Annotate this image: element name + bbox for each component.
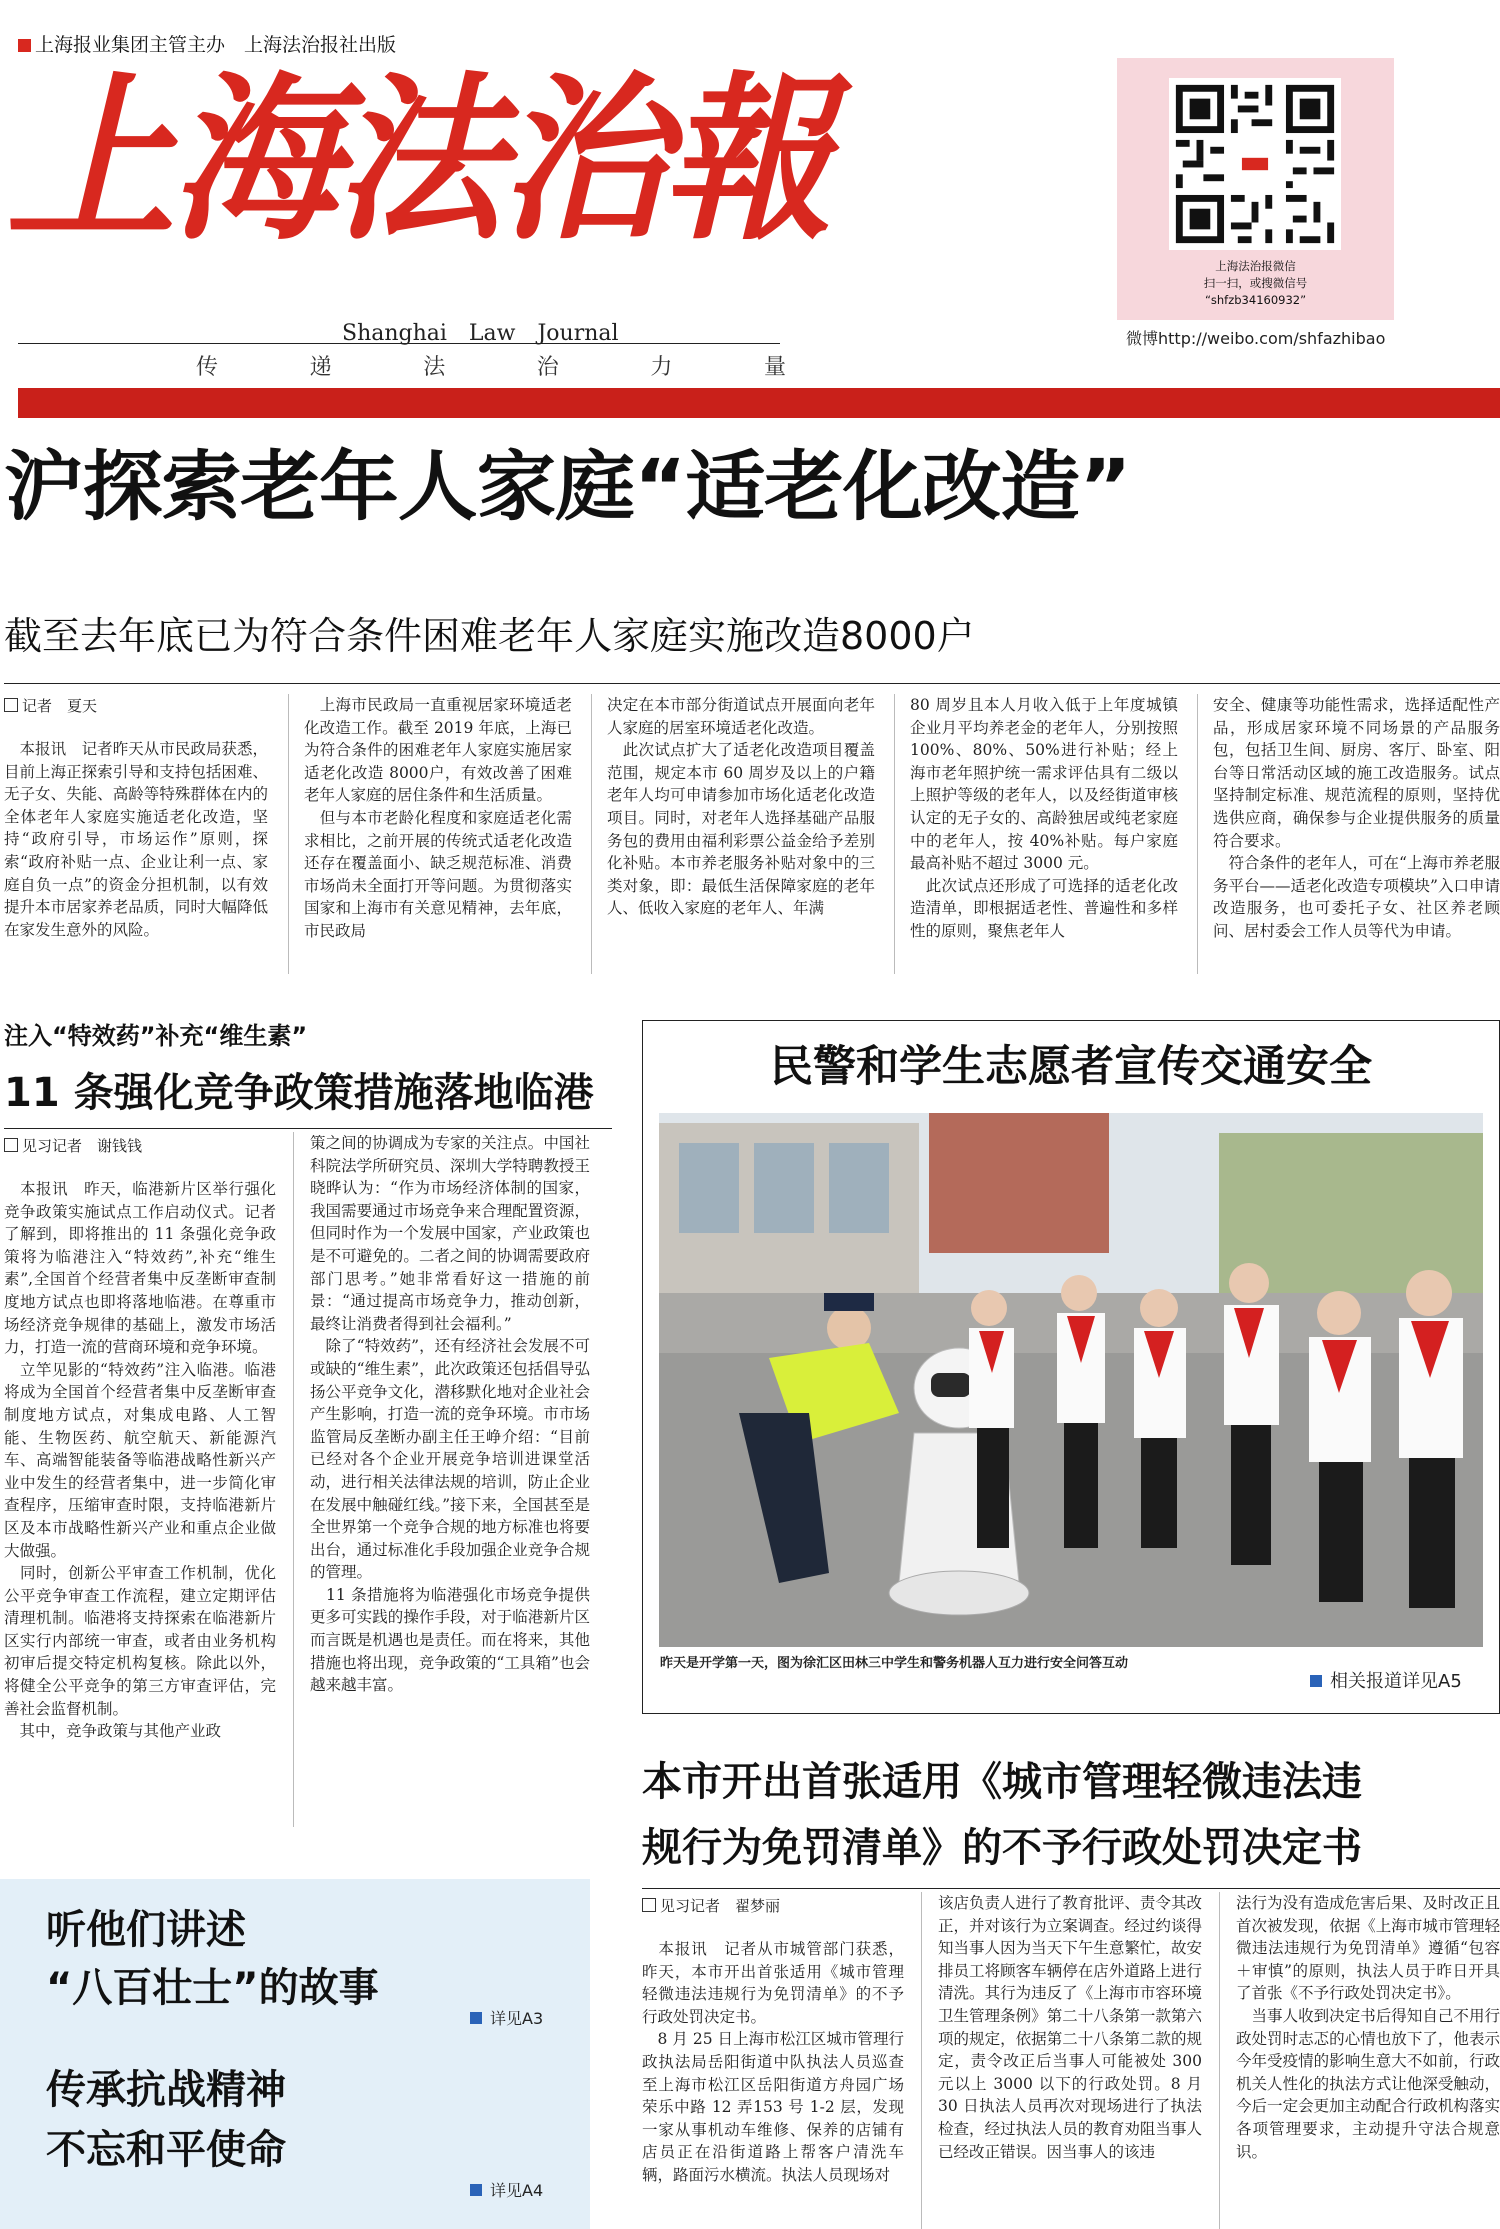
qr-caption-2: 扫一扫，或搜微信号 xyxy=(1203,276,1308,290)
lead-col-3: 决定在本市部分街道试点开展面向老年人家庭的居室环境适老化改造。 此次试点扩大了适老化改造项目覆盖范围，规定本市 60 周岁及以上的户籍老年人均可申请参加市场化适老化改造项目。同时，对老年人选择基础产品服务包的费用由福利彩票公益金给予差别化补贴。本市养老服务补贴对象中的三类对象，即：最低生活保障家庭的老年人、低收入家庭的老年人、年满 xyxy=(607,696,875,918)
photo-story-headline[interactable]: 民警和学生志愿者宣传交通安全 xyxy=(770,1042,1372,1092)
story3-col-1: 本报讯 记者从市城管部门获悉，昨天，本市开出首张适用《城市管理轻微违法违规行为免罚清单》的不予行政处罚决定书。 8 月 25 日上海市松江区城市管理行政执法局岳阳街道中队执法人员巡查至上海市松江区岳阳街道方舟园广场荣乐中路 12 弄153 号 1-2 层，发现一家从事机动车维修、保养的店铺有店员正在沿街道路上帮客户清洗车辆，路面污水横流。执法人员现场对 xyxy=(642,1940,904,2184)
qr-caption-1: 上海法治报微信 xyxy=(1215,259,1296,273)
story3-byline: 见习记者 翟梦丽 xyxy=(642,1895,780,1916)
story2-byline: 见习记者 谢钱钱 xyxy=(4,1135,142,1156)
lead-col-2: 上海市民政局一直重视居家环境适老化改造工作。截至 2019 年底，上海已为符合条件的困难老年人家庭实施居家适老化改造 8000户，有效改善了困难老年人家庭的居住条件和生活质量。 但与本市老龄化程度和家庭适老化需求相比，之前开展的传统式适老化改造还存在覆盖面小、缺乏规范标准、消费市场尚未全面打开等问题。为贯彻落实国家和上海市有关意见精神，去年底，市民政局 xyxy=(304,696,572,940)
qr-caption-3: “shfzb34160932” xyxy=(1204,293,1307,307)
masthead-rule xyxy=(18,343,780,344)
english-title: Shanghai Law Journal xyxy=(342,321,619,346)
story3-headline-2[interactable]: 规行为免罚清单》的不予行政处罚决定书 xyxy=(642,1825,1362,1871)
lead-col-4: 80 周岁且本人月收入低于上年度城镇企业月平均养老金的老年人，分别按照 100%、80%、50%进行补贴；经上海市老年照护统一需求评估具有二级以上照护等级的老年人，以及经街道审核认定的无子女的、高龄独居或纯老家庭中的老年人，按 40%补贴。每户家庭最高补贴不超过 3000 元。 此次试点还形成了可选择的适老化改造清单，即根据适老性、普遍性和多样性的原则，聚焦老年人 xyxy=(910,696,1178,940)
story2-col-1: 本报讯 昨天，临港新片区举行强化竞争政策实施试点工作启动仪式。记者了解到，即将推出的 11 条强化竞争政策将为临港注入“特效药”,补充“维生素”,全国首个经营者集中反垄断审查制度地方试点也即将落地临港。在尊重市场经济竞争规律的基础上，激发市场活力，打造一流的营商环境和竞争环境。 立竿见影的“特效药”注入临港。临港将成为全国首个经营者集中反垄断审查制度地方试点，对集成电路、人工智能、生物医药、航空航天、新能源汽车、高端智能装备等临港战略性新兴产业中发生的经营者集中，进一步简化审查程序，压缩审查时限，支持临港新片区及本市战略性新兴产业和重点企业做大做强。 同时，创新公平审查工作机制，优化公平竞争审查工作流程，建立定期评估清理机制。临港将支持探索在临港新片区实行内部统一审查，或者由业务机构初审后提交特定机构复核。除此以外，将健全公平竞争的第三方审查评估，完善社会监督机制。 其中，竞争政策与其他产业政 xyxy=(4,1180,276,1741)
weibo-link[interactable]: 微博http://weibo.com/shfazhibao xyxy=(1126,329,1386,348)
red-square-icon xyxy=(18,39,31,52)
lead-headline[interactable]: 沪探索老年人家庭“适老化改造” xyxy=(4,442,1131,531)
promo-title-c[interactable]: 传承抗战精神 xyxy=(46,2067,286,2113)
photo-ref[interactable]: 相关报道详见A5 xyxy=(1310,1667,1462,1693)
lead-subhead: 截至去年底已为符合条件困难老年人家庭实施改造8000户 xyxy=(4,614,975,658)
promo-title-d[interactable]: 不忘和平使命 xyxy=(46,2127,286,2173)
promo-title-b[interactable]: “八百壮士”的故事 xyxy=(46,1965,379,2011)
divider xyxy=(4,683,1500,684)
lead-byline: 记者 夏天 xyxy=(4,695,97,716)
promo-ref-a[interactable]: 详见A3 xyxy=(470,2006,543,2029)
lead-col-5: 安全、健康等功能性需求，选择适配性产品，形成居家环境不同场景的产品服务包，包括卫生间、厨房、客厅、卧室、阳台等日常活动区域的施工改造服务。试点坚持制定标准、规范流程的原则，坚持优选供应商，确保参与企业提供服务的质量符合要求。 符合条件的老年人，可在“上海市养老服务平台——适老化改造专项模块”入口申请改造服务，也可委托子女、社区养老顾问、居村委会工作人员等代为申请。 xyxy=(1213,696,1500,940)
promo-ref-b[interactable]: 详见A4 xyxy=(470,2178,543,2201)
blue-square-icon xyxy=(470,2012,482,2024)
qr-code-icon[interactable] xyxy=(1169,78,1341,250)
wechat-promo xyxy=(1117,58,1394,320)
divider xyxy=(642,1888,1500,1889)
story2-kicker: 注入“特效药”补充“维生素” xyxy=(4,1022,308,1050)
promo-title-a[interactable]: 听他们讲述 xyxy=(46,1907,246,1953)
story3-col-3: 法行为没有造成危害后果、及时改正且首次被发现，依据《上海市城市管理轻微违法违规行为免罚清单》遵循“包容＋审慎”的原则，执法人员于昨日开具了首张《不予行政处罚决定书》。 当事人收到决定书后得知自己不用行政处罚时志忑的心情也放下了，他表示今年受疫情的影响生意大不如前，行政机关人性化的执法方式让他深受触动，今后一定会更加主动配合行政机构落实各项管理要求，主动提升守法合规意识。 xyxy=(1236,1894,1500,2161)
blue-square-icon xyxy=(470,2184,482,2196)
slogan: 传 递 法 治 力 量 xyxy=(196,355,786,380)
news-photo[interactable] xyxy=(659,1113,1483,1647)
story2-col-2: 策之间的协调成为专家的关注点。中国社科院法学所研究员、深圳大学特聘教授王晓晔认为：“作为市场经济体制的国家，我国需要通过市场竞争来合理配置资源，但同时作为一个发展中国家，产业政策也是不可避免的。二者之间的协调需要政府部门思考。”她非常看好这一措施的前景：“通过提高市场竞争力，推动创新，最终让消费者得到社会福利。” 除了“特效药”，还有经济社会发展不可或缺的“维生素”，此次政策还包括倡导弘扬公平竞争文化，潜移默化地对企业社会产生影响，打造一流的竞争环境。市市场监管局反垄断办副主任王峥介绍：“目前已经对各个企业开展竞争培训进课堂活动，进行相关法律法规的培训，防止企业在发展中触碰红线。”接下来，全国甚至是全世界第一个竞争合规的地方标准也将要出台，通过标准化手段加强企业竞争合规的管理。 11 条措施将为临港强化市场竞争提供更多可实践的操作手段，对于临港新片区而言既是机遇也是责任。而在将来，其他措施也将出现，竞争政策的“工具箱”也会越来越丰富。 xyxy=(310,1134,590,1695)
story2-headline[interactable]: 11 条强化竞争政策措施落地临港 xyxy=(4,1070,594,1116)
newspaper-title: 上海法治報 xyxy=(6,55,827,266)
info-bar: 总第 6347 期 2020 年 9 月 2 日 星期三 农历七月十五 国内统一连续出版物号:CN 31-0011 邮发代号:3-30 今日十六版 新闻热线:64179999 网站:www.shfzb.com.cn xyxy=(18,388,1500,418)
photo-caption: 昨天是开学第一天，图为徐汇区田林三中学生和警务机器人互力进行安全问答互动 xyxy=(660,1656,1129,1671)
blue-square-icon xyxy=(1310,1675,1322,1687)
story3-col-2: 该店负责人进行了教育批评、责令其改正，并对该行为立案调查。经过约谈得知当事人因为当天下午生意繁忙，故安排员工将顾客车辆停在店外道路上进行清洗。其行为违反了《上海市市容环境卫生管理条例》第二十八条第一款第六项的规定，依据第二十八条第二款的规定，责令改正后当事人可能被处 300 元以上 3000 以下的行政处罚。8 月 30 日执法人员再次对现场进行了执法检查，经过执法人员的教育劝阻当事人已经改正错误。因当事人的该违 xyxy=(938,1894,1202,2161)
lead-col-1: 本报讯 记者昨天从市民政局获悉，目前上海正探索引导和支持包括困难、无子女、失能、高龄等特殊群体在内的全体老年人家庭实施适老化改造，坚持“政府引导，市场运作”原则，探索“政府补贴一点、企业让利一点、家庭自负一点”的资金分担机制，以有效提升本市居家养老品质，同时大幅降低在家发生意外的风险。 xyxy=(4,740,268,939)
story3-headline-1[interactable]: 本市开出首张适用《城市管理轻微违法违 xyxy=(642,1759,1362,1805)
publisher-line: 上海报业集团主管主办 上海法治报社出版 xyxy=(18,30,396,57)
divider xyxy=(4,1128,612,1129)
